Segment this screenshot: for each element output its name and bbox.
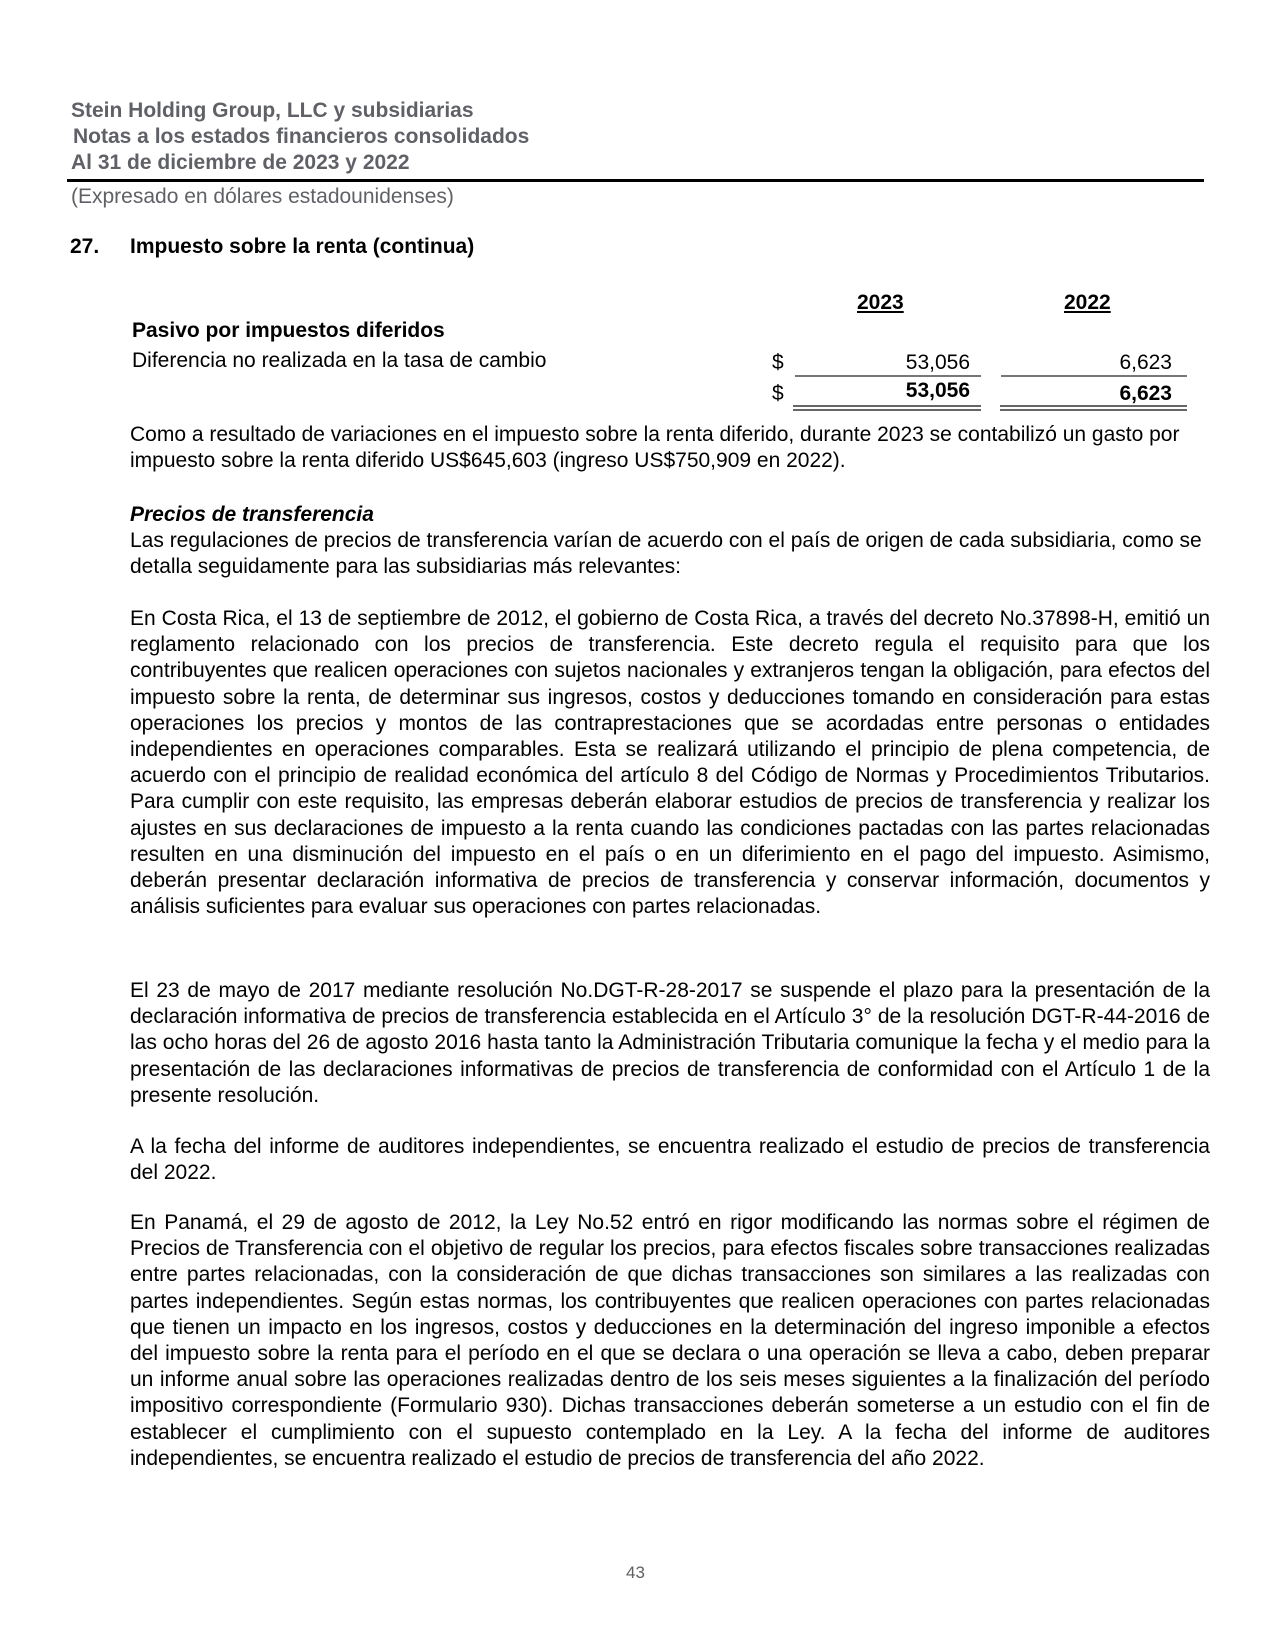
total-double-underline-2023 — [793, 405, 981, 411]
header-rule — [67, 179, 1204, 182]
panama-paragraph: En Panamá, el 29 de agosto de 2012, la Ley No.52 entró en rigor modificando las normas sobre el régimen de Precios de Transferencia con el objetivo de regular los precios, para efectos fiscales sobre transacciones realizadas entre partes relacionadas, con la consideración de que dichas transacciones son similares a las realizadas con partes independientes. Según estas normas, los contribuyentes que realicen operaciones con partes relacionadas que tienen un impacto en los ingresos, costos y deducciones en la determinación del ingreso imponible a efectos del impuesto sobre la renta para el período en el que se declara o una operación se lleva a cabo, deben preparar un informe anual sobre las operaciones realizadas dentro de los seis meses siguientes a la finalización del período impositivo correspondiente (Formulario 930). Dichas transacciones deberán someterse a un estudio con el fin de establecer el cumplimiento con el supuesto contemplado en la Ley. A la fecha del informe de auditores independientes, se encuentra realizado el estudio de precios de transferencia del año 2022. — [130, 1211, 1210, 1470]
subtotal-underline-2023 — [795, 375, 981, 377]
currency-note: (Expresado en dólares estadounidenses) — [71, 185, 454, 208]
total-cell-2023: 53,056 — [905, 379, 970, 402]
table-heading: Pasivo por impuestos diferidos — [132, 319, 445, 342]
total-currency-symbol: $ — [772, 382, 784, 405]
column-header-2022: 2022 — [1064, 291, 1111, 314]
section-title: Impuesto sobre la renta (continua) — [130, 235, 475, 258]
total-double-underline-2022 — [1000, 405, 1187, 411]
report-date: Al 31 de diciembre de 2023 y 2022 — [71, 151, 410, 174]
table-cell-2023: 53,056 — [905, 351, 970, 374]
audit-status-paragraph: A la fecha del informe de auditores independientes, se encuentra realizado el estudio de precios de transferencia del 2022. — [130, 1135, 1210, 1185]
subtotal-underline-2022 — [1001, 375, 1187, 377]
section-number: 27. — [70, 235, 100, 258]
deferred-tax-paragraph: Como a resultado de variaciones en el impuesto sobre la renta diferido, durante 2023 se contabilizó un gasto por impuesto sobre la renta diferido US$645,603 (ingreso US$750,909 en 2022). — [130, 423, 1180, 473]
total-cell-2022: 6,623 — [1119, 382, 1172, 405]
regulations-paragraph: Las regulaciones de precios de transferencia varían de acuerdo con el país de origen de cada subsidiaria, como se detalla seguidamente para las subsidiarias más relevantes: — [130, 529, 1202, 579]
dgt-resolution-paragraph: El 23 de mayo de 2017 mediante resolución No.DGT-R-28-2017 se suspende el plazo para la presentación de la declaración informativa de precios de transferencia establecida en el Artículo 3° de la resolución DGT-R-44-2016 de las ocho horas del 26 de agosto 2016 hasta tanto la Administración Tributaria comunique la fecha y el medio para la presentación de las declaraciones informativas de precios de transferencia de conformidad con el Artículo 1 de la presente resolución. — [130, 979, 1210, 1107]
costa-rica-paragraph: En Costa Rica, el 13 de septiembre de 2012, el gobierno de Costa Rica, a través del decreto No.37898-H, emitió un reglamento relacionado con los precios de transferencia. Este decreto regula el requisito para que los contribuyentes que realicen operaciones con sujetos nacionales y extranjeros tengan la obligación, para efectos del impuesto sobre la renta, de determinar sus ingresos, costos y deducciones tomando en consideración para estas operaciones los precios y montos de las contraprestaciones que se acordadas entre personas o entidades independientes en operaciones comparables. Esta se realizará utilizando el principio de plena competencia, de acuerdo con el principio de realidad económica del artículo 8 del Código de Normas y Procedimientos Tributarios. Para cumplir con este requisito, las empresas deberán elaborar estudios de precios de transferencia y realizar los ajustes en sus declaraciones de impuesto a la renta cuando las condiciones pactadas con las partes relacionadas resulten en una disminución del impuesto en el país o en un diferimiento en el pago del impuesto. Asimismo, deberán presentar declaración informativa de precios de transferencia y conservar información, documentos y análisis suficientes para evaluar sus operaciones con partes relacionadas. — [130, 607, 1210, 919]
document-header — [71, 98, 529, 176]
currency-symbol: $ — [772, 351, 784, 374]
page-number: 43 — [626, 1563, 645, 1582]
table-row-label: Diferencia no realizada en la tasa de cambio — [132, 349, 547, 372]
document-subtitle: Notas a los estados financieros consolidados — [73, 125, 530, 148]
table-cell-2022: 6,623 — [1119, 351, 1172, 374]
company-name: Stein Holding Group, LLC y subsidiarias — [71, 99, 474, 122]
column-header-2023: 2023 — [857, 291, 904, 314]
transfer-pricing-subheading: Precios de transferencia — [130, 503, 374, 526]
